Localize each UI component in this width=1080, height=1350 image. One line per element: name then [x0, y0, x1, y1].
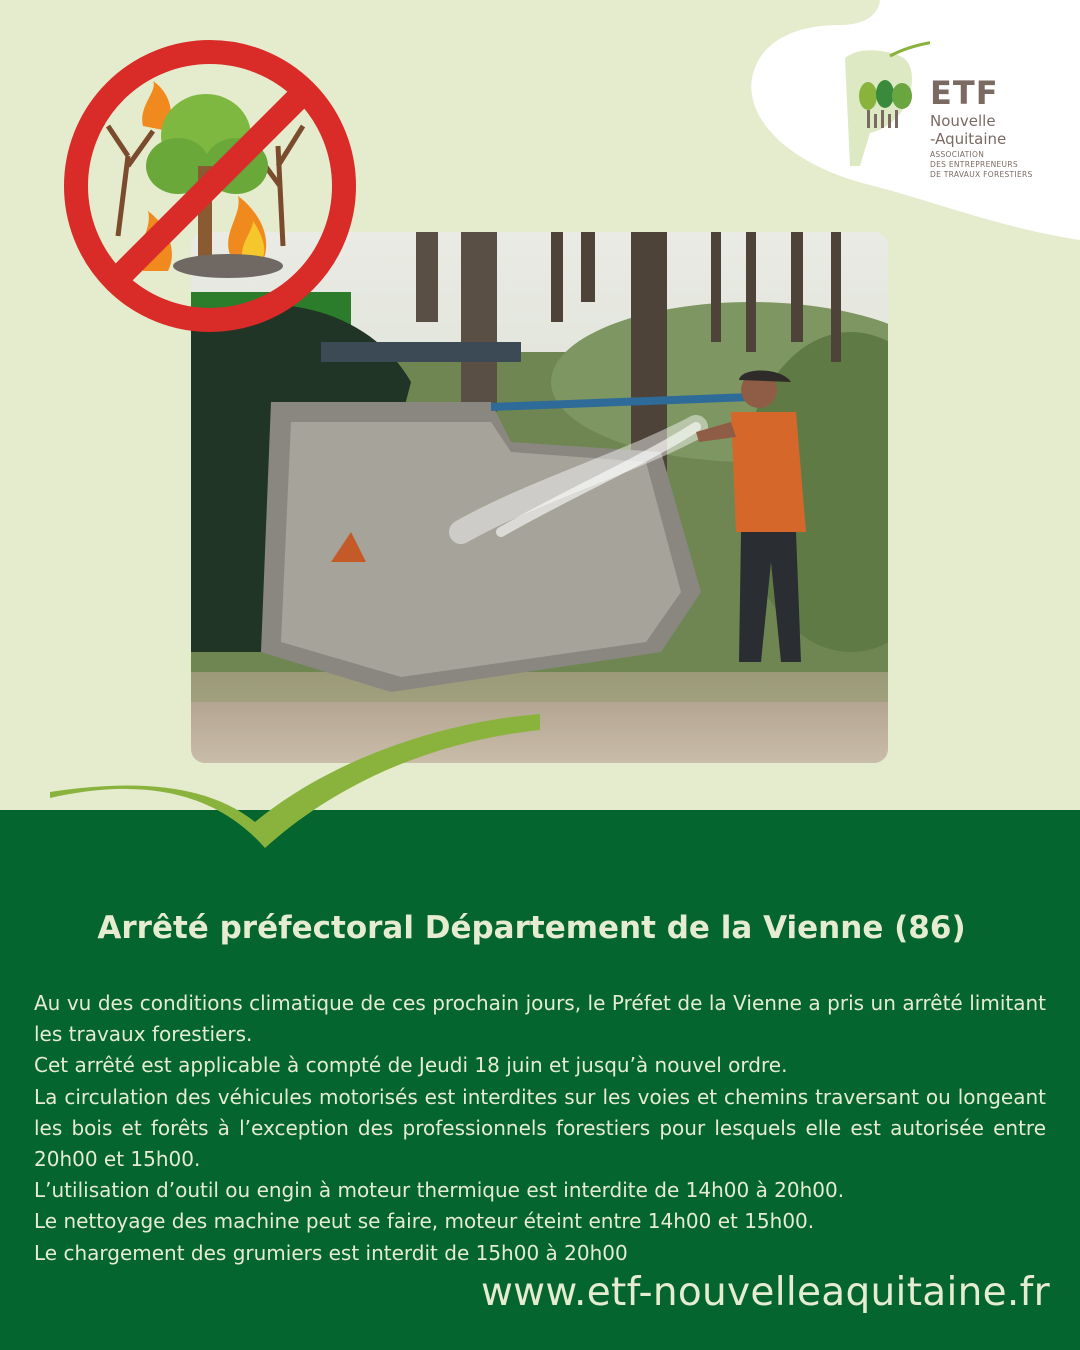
paragraph-4: L’utilisation d’outil ou engin à moteur thermique est interdite de 14h00 à 20h00. [34, 1178, 845, 1203]
logo-association-line3: DE TRAVAUX FORESTIERS [930, 170, 1033, 179]
logo-region-line1: Nouvelle [930, 112, 996, 130]
logo-trees-icon [840, 38, 930, 168]
paragraph-3: La circulation des véhicules motorisés est interdites sur les voies et chemins traversant ou longeant les bois et forêts à l’exception des professionnels forestiers pour lesquels elle est autorisée entre 20h00 et 15h00. [34, 1084, 1046, 1172]
paragraph-2: Cet arrêté est applicable à compté de Jeudi 18 juin et jusqu’à nouvel ordre. [34, 1053, 788, 1078]
logo-association [930, 150, 1033, 180]
website-url[interactable]: www.etf-nouvelleaquitaine.fr [480, 1270, 1050, 1315]
logo-association-line2: DES ENTREPRENEURS [930, 160, 1018, 169]
logo-association-line1: ASSOCIATION [930, 150, 985, 159]
logo-region-line2: -Aquitaine [930, 130, 1007, 148]
no-forest-fire-icon [58, 36, 363, 336]
paragraph-5: Le nettoyage des machine peut se faire, moteur éteint entre 14h00 et 15h00. [34, 1209, 815, 1234]
paragraph-6: Le chargement des grumiers est interdit de 15h00 à 20h00 [34, 1240, 628, 1265]
paragraph-1: Au vu des conditions climatique de ces prochain jours, le Préfet de la Vienne a pris un arrêté limitant les travaux forestiers. [34, 991, 1046, 1047]
etf-logo [840, 38, 1060, 188]
page-title: Arrêté préfectoral Département de la Vienne (86) [97, 910, 966, 946]
logo-region [930, 112, 1006, 148]
checkmark-swoosh [40, 710, 560, 860]
logo-brand: ETF [930, 74, 999, 112]
decree-text [34, 988, 1046, 1269]
